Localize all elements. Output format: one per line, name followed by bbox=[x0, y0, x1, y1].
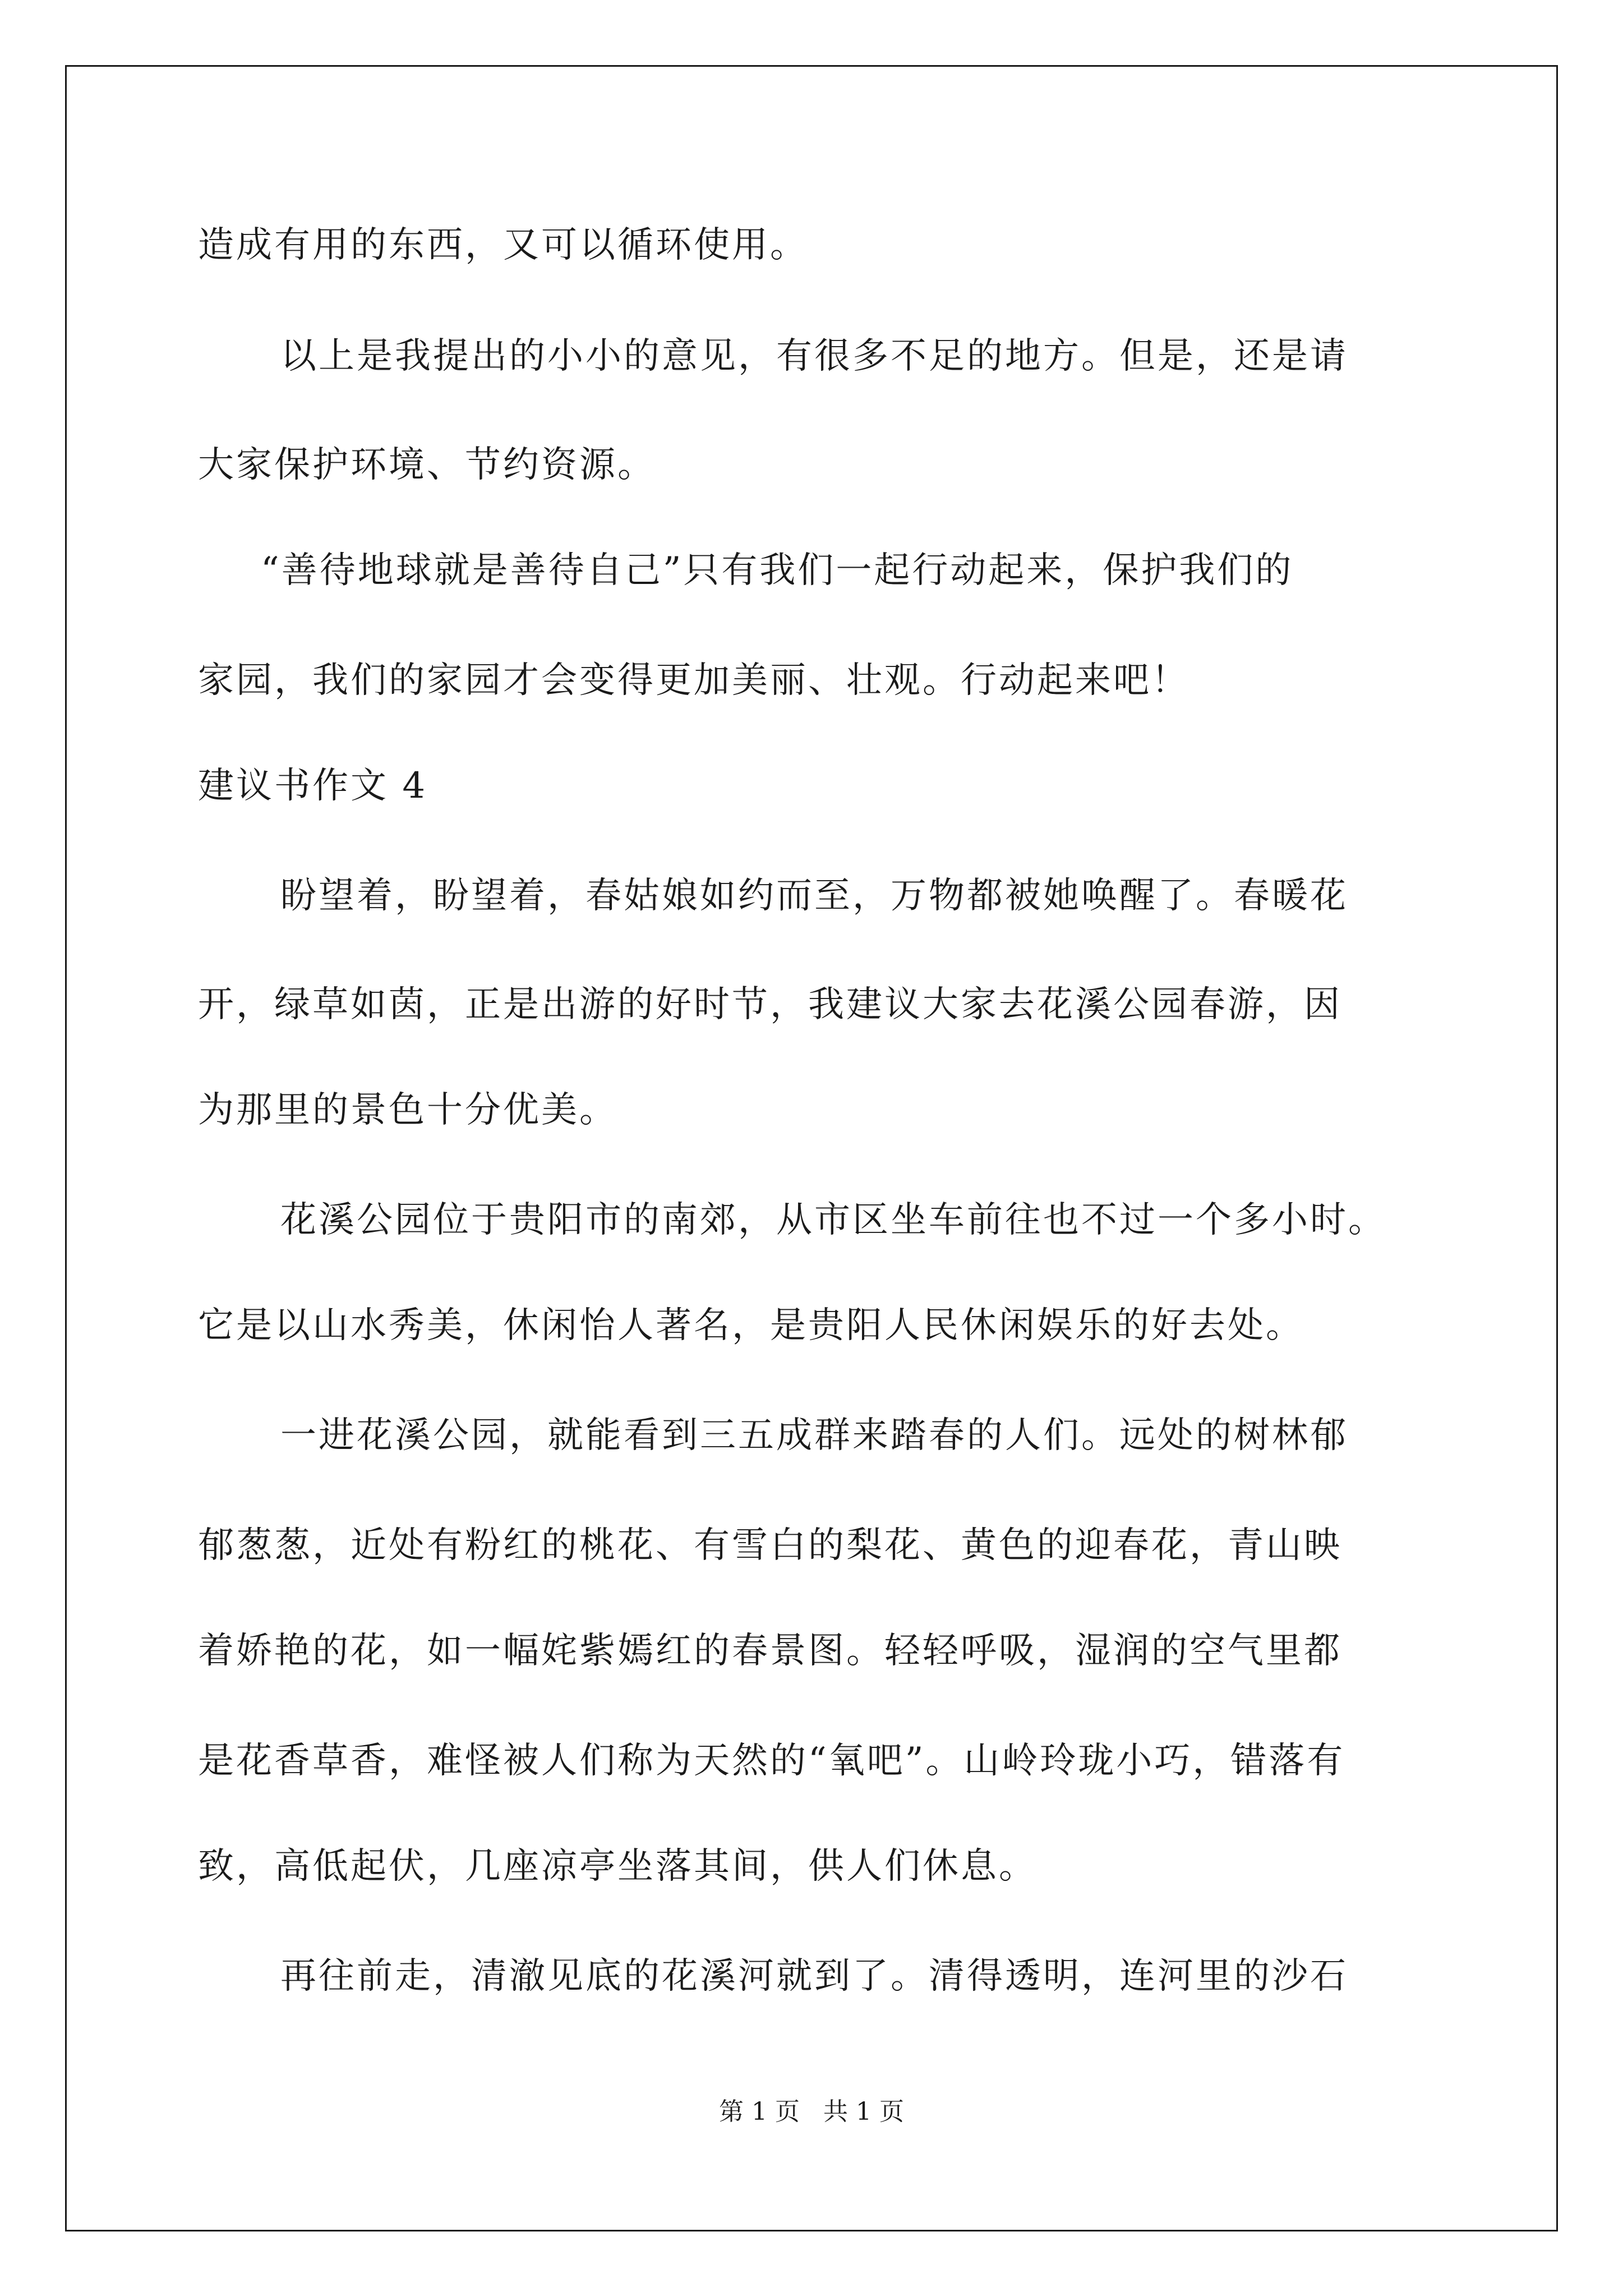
text-line-2: 以上是我提出的小小的意见，有很多不足的地方。但是，还是请 bbox=[280, 335, 1348, 377]
text-line-9: 花溪公园位于贵阳市的南郊，从市区坐车前往也不过一个多小时。 bbox=[280, 1199, 1386, 1241]
page-footer: 第 1 页 共 1 页 bbox=[719, 2097, 904, 2126]
text-line-14: 是花香草香，难怪被人们称为天然的“氧吧”。山岭玲珑小巧，错落有 bbox=[198, 1740, 1345, 1782]
text-line-11: 一进花溪公园，就能看到三五成群来踏春的人们。远处的树林郁 bbox=[280, 1415, 1348, 1456]
text-line-3: 大家保护环境、节约资源。 bbox=[198, 444, 656, 486]
text-line-8: 为那里的景色十分优美。 bbox=[198, 1089, 617, 1131]
text-line-12: 郁葱葱，近处有粉红的桃花、有雪白的梨花、黄色的迎春花，青山映 bbox=[198, 1525, 1342, 1566]
text-line-6: 盼望着，盼望着，春姑娘如约而至，万物都被她唤醒了。春暖花 bbox=[280, 875, 1348, 917]
text-line-10: 它是以山水秀美，休闲怡人著名，是贵阳人民休闲娱乐的好去处。 bbox=[198, 1305, 1304, 1346]
section-heading: 建议书作文 4 bbox=[198, 765, 428, 807]
text-line-5: 家园，我们的家园才会变得更加美丽、壮观。行动起来吧！ bbox=[198, 660, 1189, 701]
text-line-16: 再往前走，清澈见底的花溪河就到了。清得透明，连河里的沙石 bbox=[280, 1955, 1348, 1997]
text-line-1: 造成有用的东西，又可以循环使用。 bbox=[198, 224, 808, 266]
text-line-4: “善待地球就是善待自己”只有我们一起行动起来，保护我们的 bbox=[261, 550, 1294, 591]
text-line-13: 着娇艳的花，如一幅姹紫嫣红的春景图。轻轻呼吸，湿润的空气里都 bbox=[198, 1630, 1342, 1672]
text-line-15: 致，高低起伏，几座凉亭坐落其间，供人们休息。 bbox=[198, 1846, 1037, 1887]
page-border bbox=[65, 65, 1558, 2231]
text-line-7: 开，绿草如茵，正是出游的好时节，我建议大家去花溪公园春游，因 bbox=[198, 984, 1342, 1025]
